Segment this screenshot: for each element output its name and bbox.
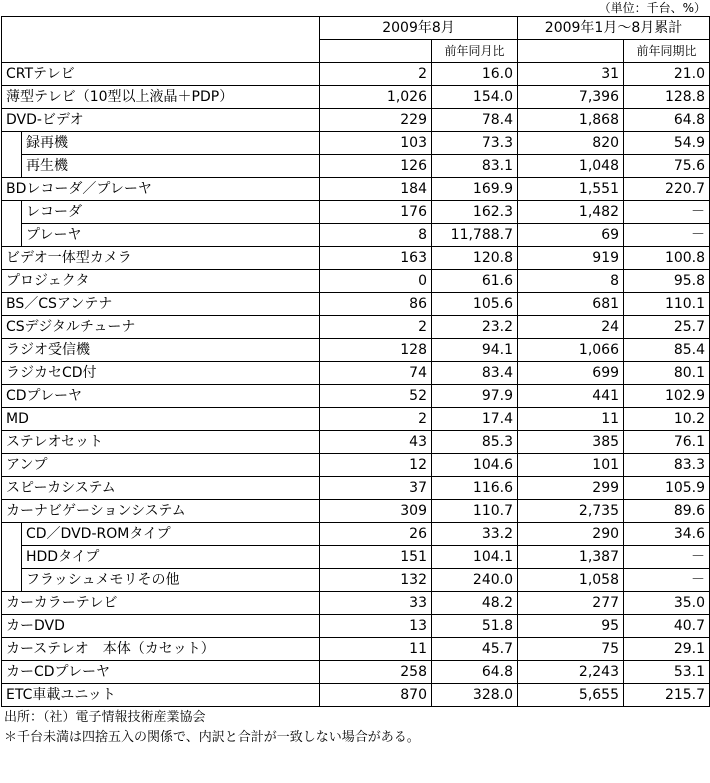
table-row	[2, 661, 710, 684]
row-label: CRTテレビ	[2, 63, 320, 86]
cell-v2: 110.7	[432, 500, 518, 523]
cell-v3: 820	[518, 132, 624, 155]
cell-v3: 1,551	[518, 178, 624, 201]
header-yoy-cumulative: 前年同期比	[624, 40, 710, 63]
table-row	[2, 201, 710, 224]
cell-v3: 75	[518, 638, 624, 661]
table-row	[2, 293, 710, 316]
cell-v3: 8	[518, 270, 624, 293]
table-row	[2, 270, 710, 293]
cell-v4: 34.6	[624, 523, 710, 546]
header-blank-month-value	[320, 40, 432, 63]
cell-v1: 103	[320, 132, 432, 155]
table-row	[2, 408, 710, 431]
row-label: レコーダ	[22, 201, 320, 224]
cell-v3: 101	[518, 454, 624, 477]
row-label: 薄型テレビ（10型以上液晶＋PDP）	[2, 86, 320, 109]
cell-v2: 105.6	[432, 293, 518, 316]
cell-v2: 73.3	[432, 132, 518, 155]
cell-v3: 919	[518, 247, 624, 270]
cell-v4: 54.9	[624, 132, 710, 155]
table-row	[2, 523, 710, 546]
cell-v3: 95	[518, 615, 624, 638]
table-row	[2, 592, 710, 615]
cell-v1: 870	[320, 684, 432, 707]
cell-v2: 83.1	[432, 155, 518, 178]
row-label: プレーヤ	[22, 224, 320, 247]
header-group-month: 2009年8月	[320, 17, 518, 40]
table-row	[2, 431, 710, 454]
cell-v4: 75.6	[624, 155, 710, 178]
header-group-cumulative: 2009年1月～8月累計	[518, 17, 710, 40]
row-label: MD	[2, 408, 320, 431]
row-label: ETC車載ユニット	[2, 684, 320, 707]
cell-v2: 240.0	[432, 569, 518, 592]
shipment-table	[1, 16, 710, 707]
row-label: ラジカセCD付	[2, 362, 320, 385]
cell-v4: 110.1	[624, 293, 710, 316]
cell-v3: 299	[518, 477, 624, 500]
row-label: BS／CSアンテナ	[2, 293, 320, 316]
cell-v2: 120.8	[432, 247, 518, 270]
cell-v3: 2,735	[518, 500, 624, 523]
table-row	[2, 615, 710, 638]
cell-v1: 151	[320, 546, 432, 569]
indent-cell	[2, 132, 22, 155]
cell-v1: 12	[320, 454, 432, 477]
row-label: カーカラーテレビ	[2, 592, 320, 615]
cell-v4: 80.1	[624, 362, 710, 385]
row-label: 録再機	[22, 132, 320, 155]
cell-v2: 328.0	[432, 684, 518, 707]
row-label: HDDタイプ	[22, 546, 320, 569]
cell-v4: 89.6	[624, 500, 710, 523]
table-row	[2, 63, 710, 86]
cell-v3: 385	[518, 431, 624, 454]
header-row-1	[2, 17, 710, 40]
cell-v1: 163	[320, 247, 432, 270]
cell-v1: 2	[320, 408, 432, 431]
table-row	[2, 316, 710, 339]
cell-v1: 2	[320, 316, 432, 339]
cell-v2: 61.6	[432, 270, 518, 293]
table-row	[2, 500, 710, 523]
cell-v2: 94.1	[432, 339, 518, 362]
row-label: カーCDプレーヤ	[2, 661, 320, 684]
cell-v4: 83.3	[624, 454, 710, 477]
table-row	[2, 385, 710, 408]
cell-v4: 85.4	[624, 339, 710, 362]
cell-v4: 95.8	[624, 270, 710, 293]
indent-cell	[2, 201, 22, 224]
cell-v3: 69	[518, 224, 624, 247]
table-row	[2, 224, 710, 247]
cell-v1: 0	[320, 270, 432, 293]
cell-v4: 105.9	[624, 477, 710, 500]
cell-v2: 104.6	[432, 454, 518, 477]
cell-v1: 13	[320, 615, 432, 638]
cell-v2: 45.7	[432, 638, 518, 661]
cell-v3: 441	[518, 385, 624, 408]
table-row	[2, 546, 710, 569]
row-label: 再生機	[22, 155, 320, 178]
table-row	[2, 339, 710, 362]
row-label: BDレコーダ／プレーヤ	[2, 178, 320, 201]
cell-v4: 29.1	[624, 638, 710, 661]
row-label: DVD-ビデオ	[2, 109, 320, 132]
cell-v1: 43	[320, 431, 432, 454]
cell-v1: 52	[320, 385, 432, 408]
cell-v4: 102.9	[624, 385, 710, 408]
indent-cell	[2, 569, 22, 592]
cell-v4: 76.1	[624, 431, 710, 454]
cell-v4: 220.7	[624, 178, 710, 201]
cell-v2: 16.0	[432, 63, 518, 86]
cell-v4: 128.8	[624, 86, 710, 109]
cell-v4: －	[624, 224, 710, 247]
table-row	[2, 132, 710, 155]
indent-cell	[2, 155, 22, 178]
cell-v2: 97.9	[432, 385, 518, 408]
cell-v2: 78.4	[432, 109, 518, 132]
cell-v2: 51.8	[432, 615, 518, 638]
footer-source: 出所：（社）電子情報技術産業協会	[4, 710, 206, 725]
table-row	[2, 109, 710, 132]
cell-v2: 162.3	[432, 201, 518, 224]
cell-v1: 33	[320, 592, 432, 615]
table-row	[2, 569, 710, 592]
header-yoy-month: 前年同月比	[432, 40, 518, 63]
cell-v1: 2	[320, 63, 432, 86]
table-row	[2, 477, 710, 500]
header-blank-cum-value	[518, 40, 624, 63]
row-label: アンプ	[2, 454, 320, 477]
cell-v3: 1,066	[518, 339, 624, 362]
cell-v2: 85.3	[432, 431, 518, 454]
cell-v1: 132	[320, 569, 432, 592]
header-blank	[2, 17, 320, 40]
cell-v3: 7,396	[518, 86, 624, 109]
cell-v4: 64.8	[624, 109, 710, 132]
row-label: カーナビゲーションシステム	[2, 500, 320, 523]
cell-v1: 184	[320, 178, 432, 201]
cell-v3: 2,243	[518, 661, 624, 684]
row-label: CSデジタルチューナ	[2, 316, 320, 339]
cell-v1: 37	[320, 477, 432, 500]
cell-v1: 128	[320, 339, 432, 362]
cell-v4: 21.0	[624, 63, 710, 86]
cell-v2: 116.6	[432, 477, 518, 500]
cell-v3: 24	[518, 316, 624, 339]
cell-v1: 258	[320, 661, 432, 684]
row-label: カーDVD	[2, 615, 320, 638]
table-row	[2, 638, 710, 661]
cell-v4: 10.2	[624, 408, 710, 431]
cell-v4: 40.7	[624, 615, 710, 638]
cell-v2: 48.2	[432, 592, 518, 615]
cell-v3: 1,048	[518, 155, 624, 178]
cell-v2: 17.4	[432, 408, 518, 431]
row-label: スピーカシステム	[2, 477, 320, 500]
table-row	[2, 178, 710, 201]
cell-v2: 83.4	[432, 362, 518, 385]
row-label: プロジェクタ	[2, 270, 320, 293]
cell-v1: 74	[320, 362, 432, 385]
cell-v1: 176	[320, 201, 432, 224]
row-label: フラッシュメモリその他	[22, 569, 320, 592]
cell-v1: 309	[320, 500, 432, 523]
cell-v4: 25.7	[624, 316, 710, 339]
cell-v1: 26	[320, 523, 432, 546]
cell-v3: 11	[518, 408, 624, 431]
cell-v1: 86	[320, 293, 432, 316]
table-row	[2, 454, 710, 477]
cell-v1: 229	[320, 109, 432, 132]
indent-cell	[2, 523, 22, 546]
cell-v3: 277	[518, 592, 624, 615]
cell-v2: 154.0	[432, 86, 518, 109]
cell-v4: 53.1	[624, 661, 710, 684]
table-row	[2, 362, 710, 385]
cell-v2: 33.2	[432, 523, 518, 546]
cell-v1: 1,026	[320, 86, 432, 109]
cell-v3: 1,868	[518, 109, 624, 132]
cell-v4: －	[624, 201, 710, 224]
row-label: カーステレオ 本体（カセット）	[2, 638, 320, 661]
row-label: CDプレーヤ	[2, 385, 320, 408]
cell-v3: 5,655	[518, 684, 624, 707]
cell-v4: 215.7	[624, 684, 710, 707]
cell-v3: 699	[518, 362, 624, 385]
cell-v3: 1,058	[518, 569, 624, 592]
cell-v3: 681	[518, 293, 624, 316]
header-blank-2	[2, 40, 320, 63]
cell-v1: 8	[320, 224, 432, 247]
header-row-2	[2, 40, 710, 63]
cell-v2: 169.9	[432, 178, 518, 201]
table-row	[2, 86, 710, 109]
table-row	[2, 155, 710, 178]
row-label: ステレオセット	[2, 431, 320, 454]
indent-cell	[2, 546, 22, 569]
cell-v1: 11	[320, 638, 432, 661]
cell-v4: 35.0	[624, 592, 710, 615]
table-body	[2, 17, 710, 707]
cell-v4: 100.8	[624, 247, 710, 270]
cell-v3: 1,387	[518, 546, 624, 569]
row-label: ビデオ一体型カメラ	[2, 247, 320, 270]
cell-v4: －	[624, 569, 710, 592]
footer-note: ＊千台未満は四捨五入の関係で、内訳と合計が一致しない場合がある。	[4, 730, 420, 745]
cell-v3: 1,482	[518, 201, 624, 224]
cell-v3: 31	[518, 63, 624, 86]
row-label: ラジオ受信機	[2, 339, 320, 362]
cell-v2: 23.2	[432, 316, 518, 339]
cell-v3: 290	[518, 523, 624, 546]
cell-v2: 11,788.7	[432, 224, 518, 247]
table-row	[2, 684, 710, 707]
cell-v4: －	[624, 546, 710, 569]
cell-v1: 126	[320, 155, 432, 178]
unit-note: （単位：千台、%）	[598, 1, 706, 15]
cell-v2: 104.1	[432, 546, 518, 569]
table-row	[2, 247, 710, 270]
row-label: CD／DVD-ROMタイプ	[22, 523, 320, 546]
indent-cell	[2, 224, 22, 247]
cell-v2: 64.8	[432, 661, 518, 684]
